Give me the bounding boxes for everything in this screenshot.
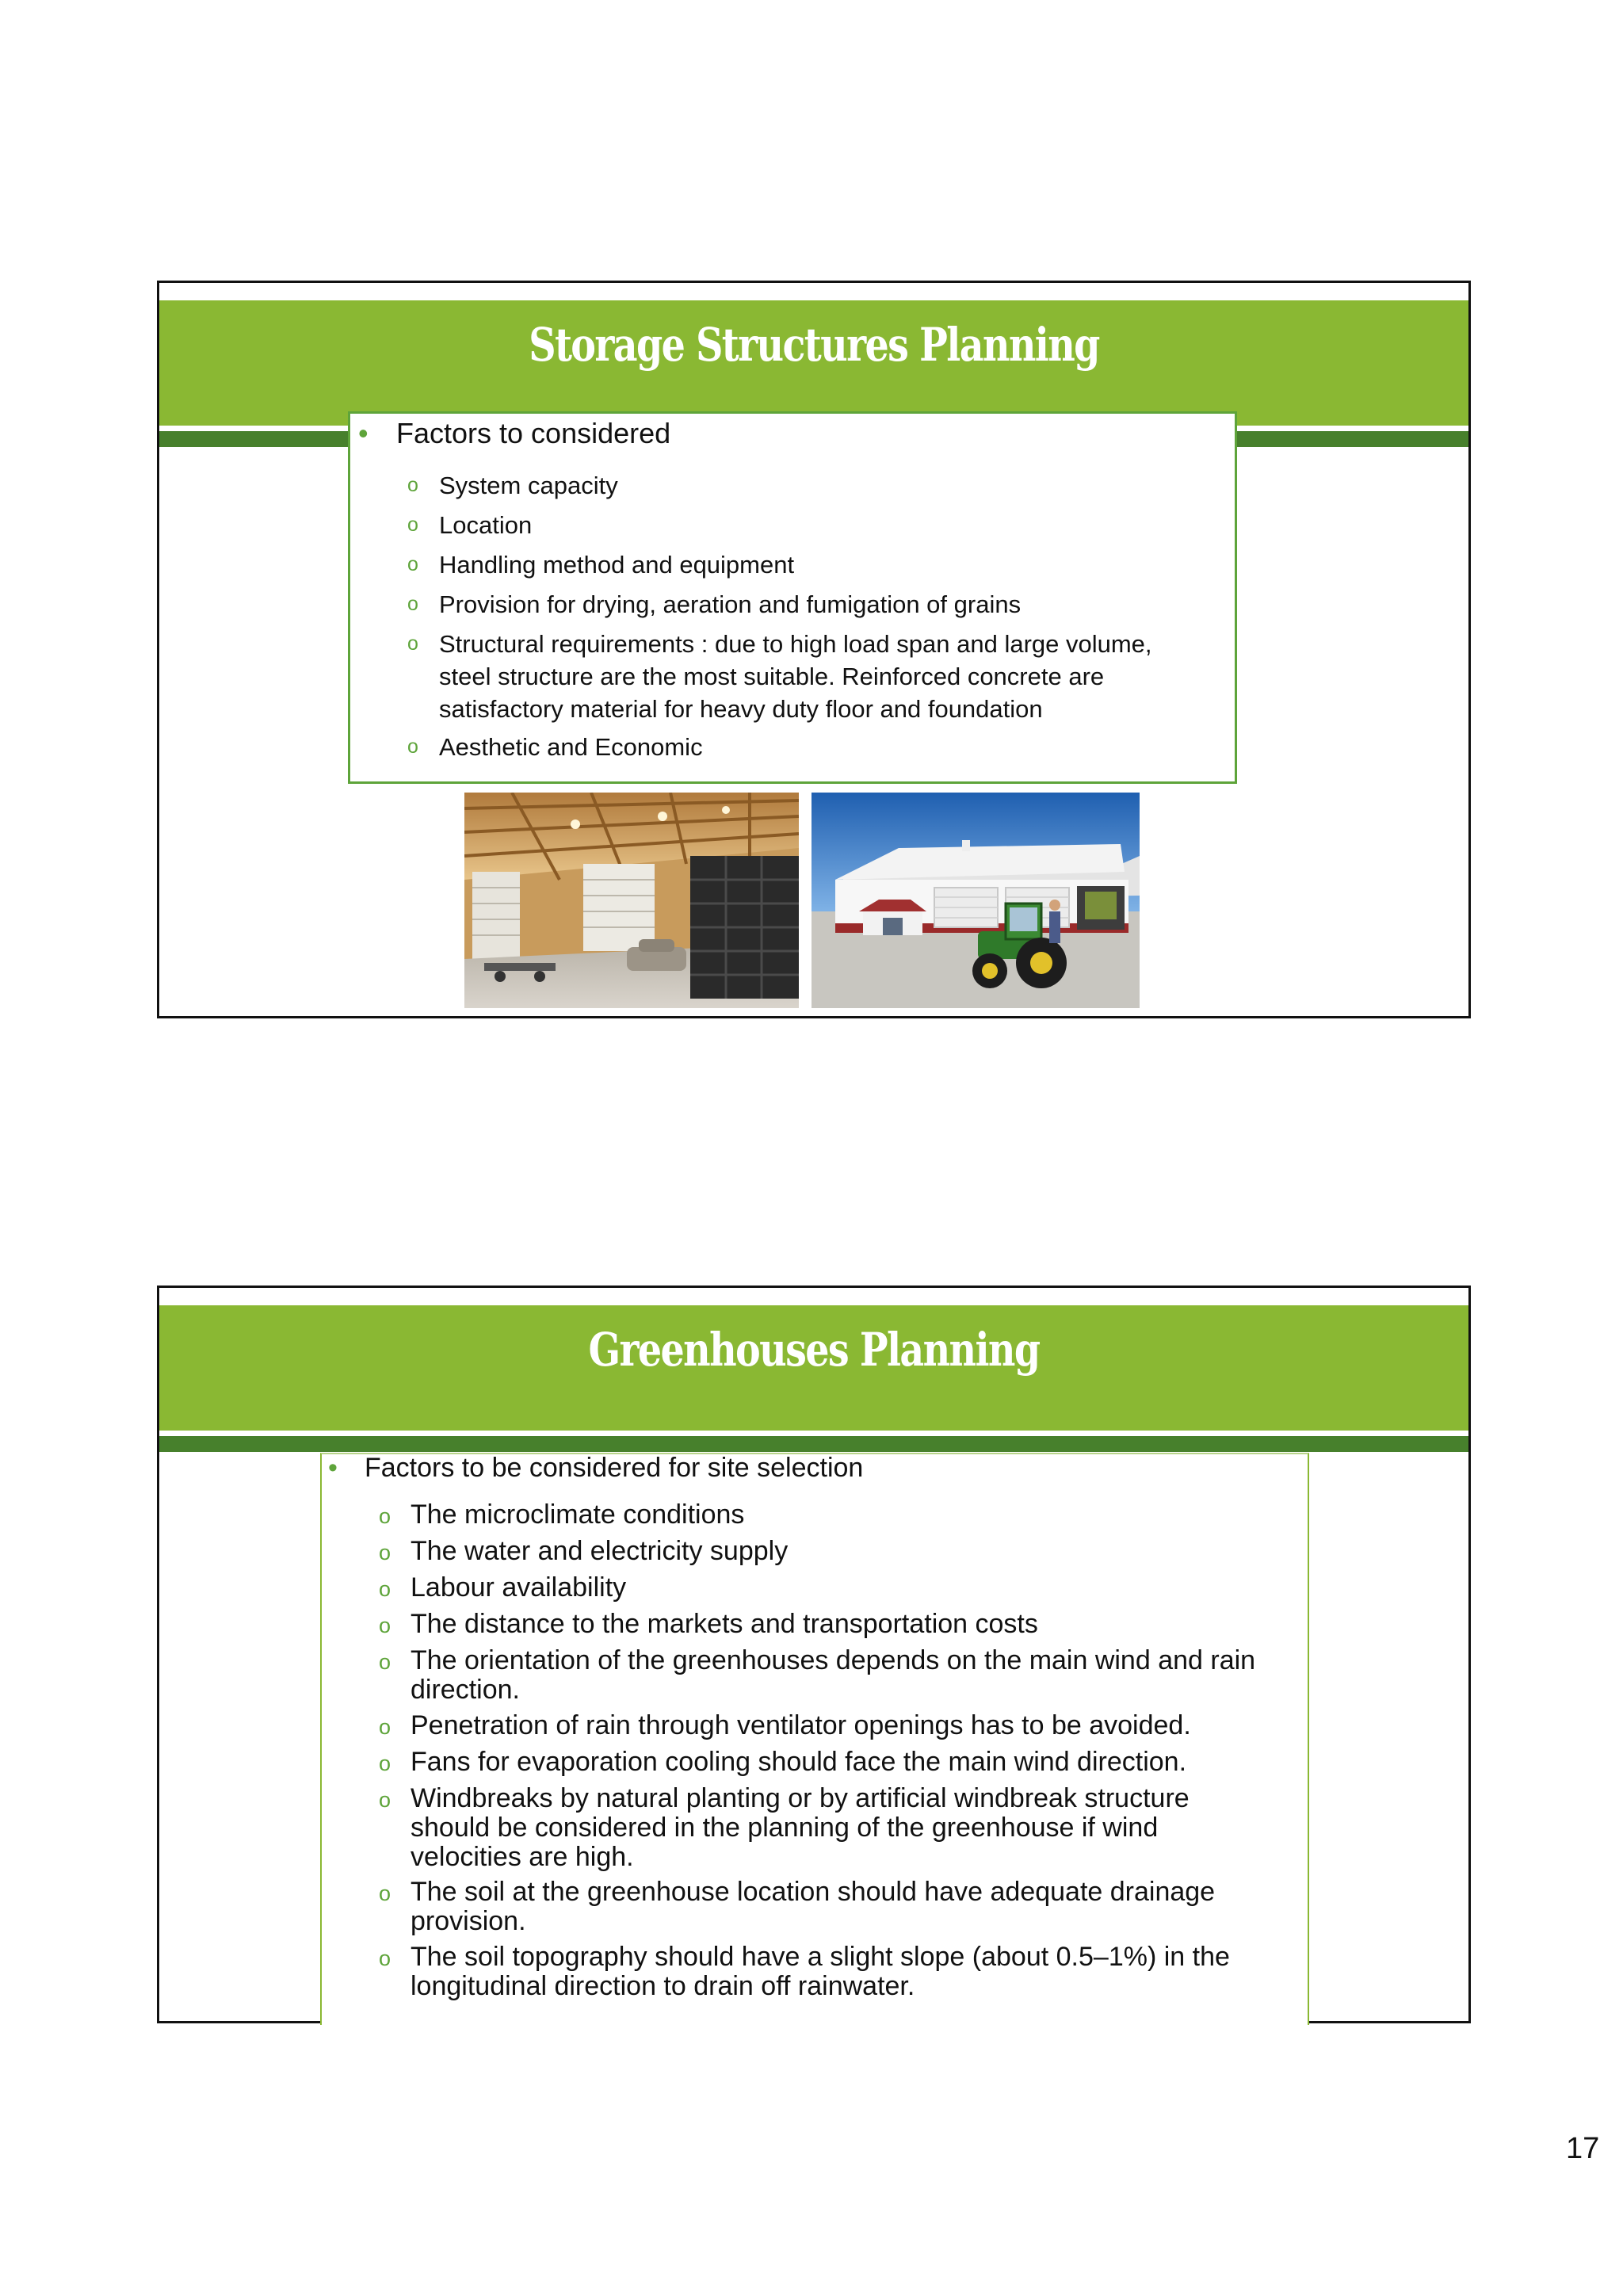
list-item [407, 469, 1200, 502]
list-item [407, 731, 1200, 763]
list-item-text: System capacity [439, 472, 618, 499]
list-item-text: The soil at the greenhouse location should have adequate drainage provision. [411, 1877, 1216, 1936]
list-item [407, 548, 1200, 581]
list-item-text: Labour availability [411, 1572, 627, 1603]
slide-title: Storage Structures Planning [529, 318, 1099, 372]
list-item-text: The microclimate conditions [411, 1499, 745, 1530]
slide-greenhouses [157, 1286, 1471, 2023]
bullet-dot-icon: • [328, 1453, 338, 1483]
list-item [379, 1748, 1274, 1777]
list-item-text: Aesthetic and Economic [439, 733, 703, 761]
circle-bullet-icon: o [407, 632, 418, 655]
list-item-text: Handling method and equipment [439, 551, 795, 579]
slide-title: Greenhouses Planning [588, 1323, 1040, 1377]
list-item-text: Structural requirements : due to high load span and large volume, steel structure are the most suitable. Reinforced concrete are satisfactory material for heavy duty floor and foundation [439, 630, 1152, 723]
circle-bullet-icon: o [407, 593, 418, 615]
main-bullet [358, 417, 670, 450]
farm-storage-building-photo [812, 793, 1140, 1008]
list-item [379, 1537, 1274, 1566]
circle-bullet-icon: o [379, 1504, 391, 1528]
accent-line [159, 1436, 1468, 1452]
list-item-text: The soil topography should have a slight slope (about 0.5–1%) in the longitudinal direction to drain off rainwater. [411, 1942, 1230, 2001]
list-item-text: Fans for evaporation cooling should face the main wind direction. [411, 1747, 1187, 1777]
circle-bullet-icon: o [379, 1650, 391, 1674]
list-item-text: The water and electricity supply [411, 1536, 789, 1566]
list-item [379, 1943, 1274, 2001]
warehouse-interior-photo [464, 793, 799, 1008]
page-number: 17 [1566, 2132, 1600, 2165]
list-item-text: The orientation of the greenhouses depends on the main wind and rain direction. [411, 1645, 1256, 1705]
list-item-text: Windbreaks by natural planting or by artificial windbreak structure should be considered in the planning of the greenhouse if wind velocities are high. [411, 1783, 1190, 1872]
list-item [407, 588, 1200, 621]
main-bullet [328, 1453, 863, 1484]
circle-bullet-icon: o [407, 553, 418, 575]
list-item [379, 1646, 1274, 1705]
content-box [320, 1453, 1309, 2025]
bullet-dot-icon: • [358, 417, 369, 449]
list-item-text: Provision for drying, aeration and fumigation of grains [439, 590, 1022, 618]
farm-building-tractor-image [812, 793, 1140, 1008]
list-item [379, 1573, 1274, 1603]
list-item [407, 509, 1200, 541]
circle-bullet-icon: o [379, 1946, 391, 1970]
content-box [348, 411, 1237, 784]
warehouse-interior-image [464, 793, 799, 1008]
main-bullet-text: Factors to considered [396, 417, 671, 449]
circle-bullet-icon: o [379, 1881, 391, 1905]
list-item [379, 1784, 1274, 1872]
circle-bullet-icon: o [379, 1541, 391, 1564]
list-item [407, 628, 1200, 725]
list-item [379, 1500, 1274, 1530]
circle-bullet-icon: o [379, 1715, 391, 1739]
circle-bullet-icon: o [379, 1752, 391, 1775]
circle-bullet-icon: o [407, 474, 418, 496]
circle-bullet-icon: o [379, 1614, 391, 1637]
main-bullet-text: Factors to be considered for site selection [365, 1453, 864, 1483]
list-item-text: Penetration of rain through ventilator openings has to be avoided. [411, 1710, 1191, 1740]
circle-bullet-icon: o [407, 735, 418, 758]
circle-bullet-icon: o [407, 514, 418, 536]
slide-storage-structures [157, 281, 1471, 1018]
list-item [379, 1610, 1274, 1639]
list-item [379, 1878, 1274, 1936]
circle-bullet-icon: o [379, 1788, 391, 1812]
list-item [379, 1711, 1274, 1740]
list-item-text: The distance to the markets and transportation costs [411, 1609, 1038, 1639]
circle-bullet-icon: o [379, 1577, 391, 1601]
list-item-text: Location [439, 511, 533, 539]
